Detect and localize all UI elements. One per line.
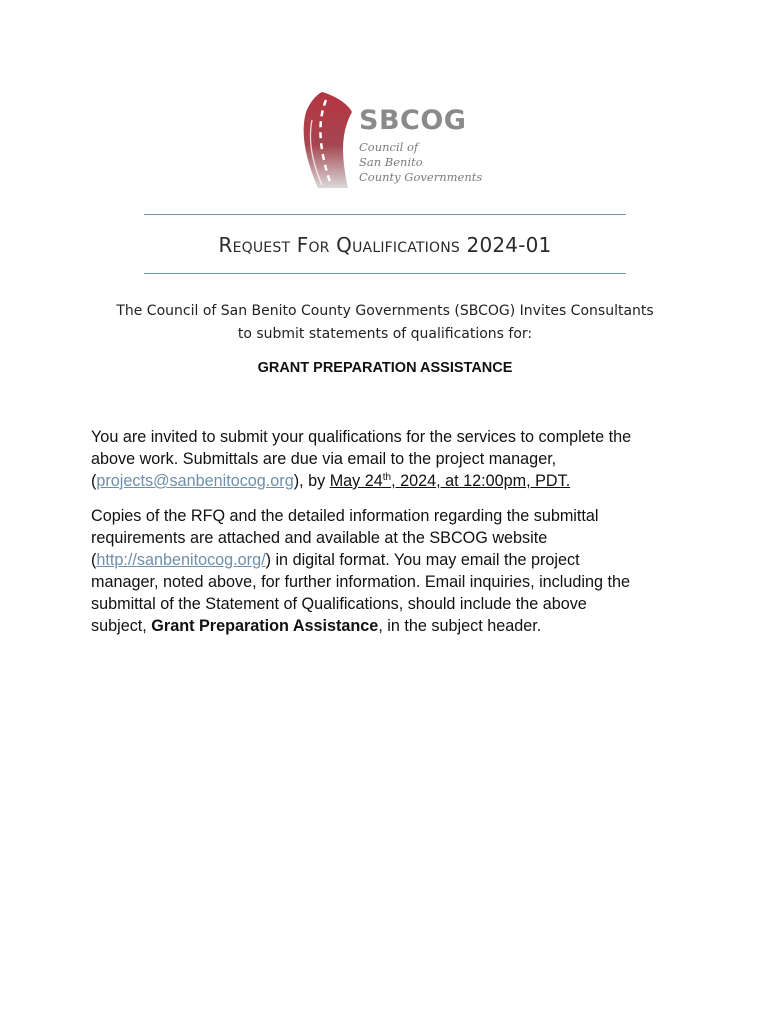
deadline-time: , 2024, at 12:00pm, PDT. <box>391 472 571 490</box>
paragraph-line <box>91 549 691 571</box>
paragraph-text: , in the subject header. <box>378 617 542 635</box>
logo-subtitle-line: Council of <box>359 140 419 154</box>
logo-subtitle-line: County Governments <box>359 170 483 184</box>
sbcog-logo <box>292 90 492 190</box>
title-top-rule <box>144 214 626 215</box>
submission-paragraph <box>91 426 691 492</box>
paragraph-line: Copies of the RFQ and the detailed information regarding the submittal <box>91 507 599 525</box>
website-link[interactable]: http://sanbenitocog.org/ <box>96 551 266 569</box>
paragraph-line: above work. Submittals are due via email to the project manager, <box>91 450 557 468</box>
title-bottom-rule <box>144 273 626 274</box>
paragraph-line: You are invited to submit your qualifications for the services to complete the <box>91 428 632 446</box>
paragraph-line: requirements are attached and available at the SBCOG website <box>91 529 548 547</box>
paragraph-text: subject, <box>91 617 152 635</box>
details-paragraph <box>91 505 691 637</box>
intro-line: to submit statements of qualifications for: <box>237 326 533 342</box>
paragraph-text: ), by <box>293 472 330 490</box>
document-title: Request For Qualifications 2024-01 <box>218 233 552 257</box>
paragraph-line <box>91 470 691 492</box>
grant-heading: GRANT PREPARATION ASSISTANCE <box>257 360 513 376</box>
intro-line: The Council of San Benito County Governments (SBCOG) Invites Consultants <box>116 303 654 319</box>
paragraph-line <box>91 615 691 637</box>
paragraph-text: ) in digital format. You may email the project <box>265 551 580 569</box>
paragraph-line: submittal of the Statement of Qualifications, should include the above <box>91 595 587 613</box>
paragraph-text: ( <box>91 472 97 490</box>
intro-text <box>60 300 710 346</box>
subject-name: Grant Preparation Assistance <box>151 617 379 635</box>
deadline-date: May 24 <box>329 472 383 490</box>
deadline-text <box>330 472 571 490</box>
road-swoosh-icon <box>292 90 358 190</box>
email-link[interactable]: projects@sanbenitocog.org <box>96 472 294 490</box>
paragraph-text: ( <box>91 551 97 569</box>
paragraph-line: manager, noted above, for further information. Email inquiries, including the <box>91 573 630 591</box>
logo-name: SBCOG <box>359 105 467 136</box>
deadline-ordinal: th <box>382 472 392 483</box>
logo-subtitle-line: San Benito <box>359 155 423 169</box>
